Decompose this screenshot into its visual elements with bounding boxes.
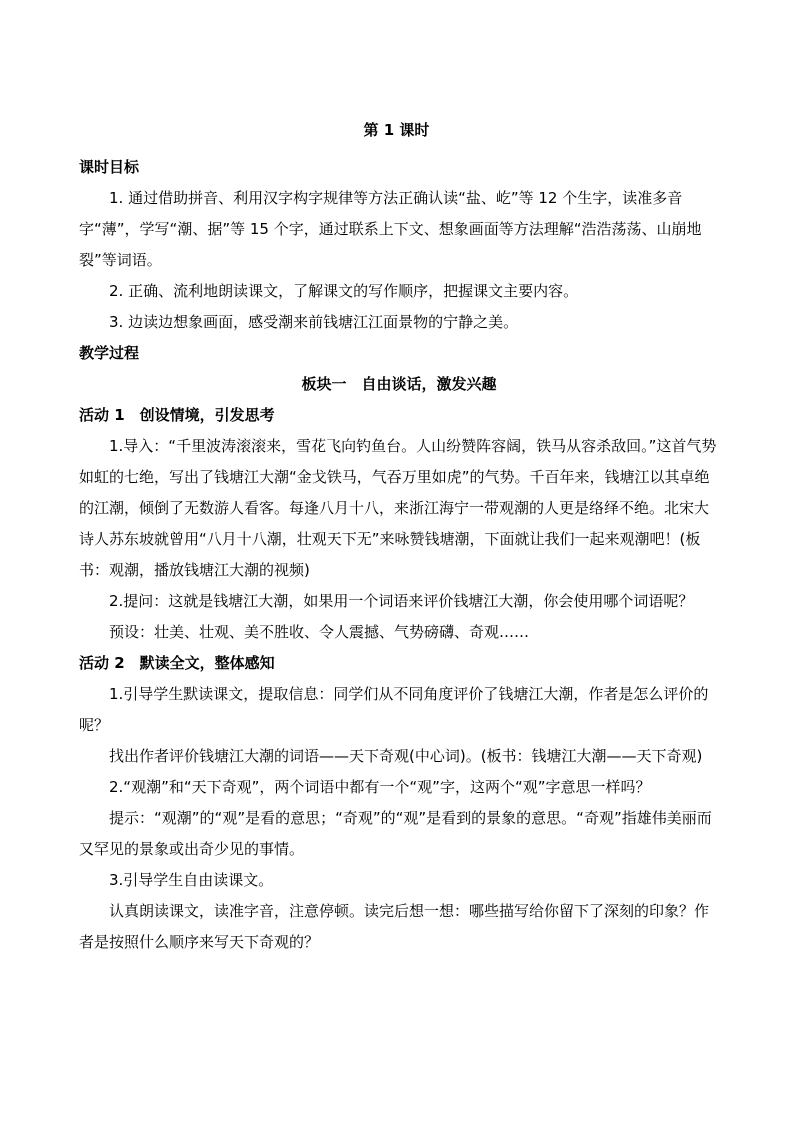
goal-item: 3. 边读边想象画面，感受潮来前钱塘江江面景物的宁静之美。: [109, 313, 519, 331]
document-body: [79, 152, 719, 958]
activity1-paragraph: 1.导入：“千里波涛滚滚来，雪花飞向钓鱼台。人山纷赞阵容阔，铁马从容杀敌回。”这首气势如虹的七绝，写出了钱塘江大潮“金戈铁马，气吞万里如虎”的气势。千百年来，钱塘江以其卓绝的江潮，倾倒了无数游人看客。每逢八月十八，来浙江海宁一带观潮的人更是络绎不绝。北宋大诗人苏东坡就曾用“八月十八潮，壮观天下无”来咏赞钱塘潮，下面就让我们一起来观潮吧！(板书：观潮，播放钱塘江大潮的视频): [79, 437, 717, 579]
lesson-title: 第 1 课时: [363, 121, 430, 139]
goal-item: 1. 通过借助拼音、利用汉字构字规律等方法正确认读“盐、屹”等 12 个生字，读准多音字“薄”，学写“潮、据”等 15 个字，通过联系上下文、想象画面等方法理解“浩浩荡荡、山崩地裂”等词语。: [79, 189, 702, 269]
activity1-paragraph: 2.提问：这就是钱塘江大潮，如果用一个词语来评价钱塘江大潮，你会使用哪个词语呢？: [109, 592, 694, 610]
goals-heading: 课时目标: [79, 158, 140, 176]
activity2-paragraph: 1.引导学生默读课文，提取信息：同学们从不同角度评价了钱塘江大潮，作者是怎么评价的呢？: [79, 685, 709, 734]
block1-title: 板块一 自由谈话，激发兴趣: [301, 375, 497, 393]
activity2-paragraph: 提示：“观潮”的“观”是看的意思；“奇观”的“观”是看到的景象的意思。“奇观”指雄伟美丽而又罕见的景象或出奇少见的事情。: [79, 809, 712, 858]
activity2-paragraph: 认真朗读课文，读准字音，注意停顿。读完后想一想：哪些描写给你留下了深刻的印象？作者是按照什么顺序来写天下奇观的？: [79, 902, 710, 951]
activity1-title: 活动 1 创设情境，引发思考: [79, 406, 275, 424]
activity1-paragraph: 预设：壮美、壮观、美不胜收、令人震撼、气势磅礴、奇观……: [109, 623, 530, 641]
process-heading: 教学过程: [79, 344, 140, 362]
activity2-paragraph: 2.“观潮”和“天下奇观”，两个词语中都有一个“观”字，这两个“观”字意思一样吗？: [109, 778, 651, 796]
activity2-title: 活动 2 默读全文，整体感知: [79, 654, 275, 672]
activity2-paragraph: 3.引导学生自由读课文。: [109, 871, 274, 889]
activity2-paragraph: 找出作者评价钱塘江大潮的词语——天下奇观(中心词)。(板书：钱塘江大潮——天下奇观): [109, 747, 703, 765]
goal-item: 2. 正确、流利地朗读课文，了解课文的写作顺序，把握课文主要内容。: [109, 282, 579, 300]
